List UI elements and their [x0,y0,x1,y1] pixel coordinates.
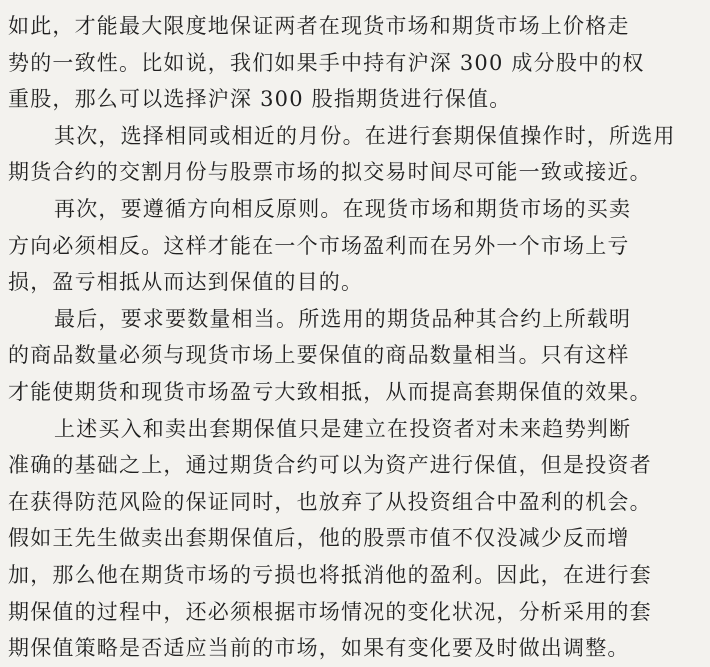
paragraph-start-line: 其次，选择相同或相近的月份。在进行套期保值操作时，所选用 [54,123,676,148]
text-line: 的商品数量必须与现货市场上要保值的商品数量相当。只有这样 [8,343,630,368]
text-line: 势的一致性。比如说，我们如果手中持有沪深 300 成分股中的权 [8,50,645,75]
text-line: 期保值的过程中，还必须根据市场情况的变化状况，分析采用的套 [8,599,652,624]
paragraph-start-line: 最后，要求要数量相当。所选用的期货品种其合约上所载明 [54,306,632,331]
text-line: 加，那么他在期货市场的亏损也将抵消他的盈利。因此，在进行套 [8,562,652,587]
text-line: 如此，才能最大限度地保证两者在现货市场和期货市场上价格走 [8,14,630,38]
text-line: 方向必须相反。这样才能在一个市场盈利而在另外一个市场上亏 [8,233,630,258]
text-line: 准确的基础之上，通过期货合约可以为资产进行保值，但是投资者 [8,453,652,478]
text-line: 在获得防范风险的保证同时，也放弃了从投资组合中盈利的机会。 [8,489,652,514]
text-line: 期货合约的交割月份与股票市场的拟交易时间尽可能一致或接近。 [8,160,652,185]
text-line: 期保值策略是否适应当前的市场，如果有变化要及时做出调整。 [8,636,630,661]
paragraph-start-line: 再次，要遵循方向相反原则。在现货市场和期货市场的买卖 [54,196,632,221]
text-line: 损，盈亏相抵从而达到保值的目的。 [8,270,364,295]
text-line: 才能使期货和现货市场盈亏大致相抵，从而提高套期保值的效果。 [8,379,652,404]
text-line: 重股，那么可以选择沪深 300 股指期货进行保值。 [8,87,512,112]
paragraph-start-line: 上述买入和卖出套期保值只是建立在投资者对未来趋势判断 [54,416,632,441]
text-line: 假如王先生做卖出套期保值后，他的股票市值不仅没减少反而增 [8,526,630,551]
